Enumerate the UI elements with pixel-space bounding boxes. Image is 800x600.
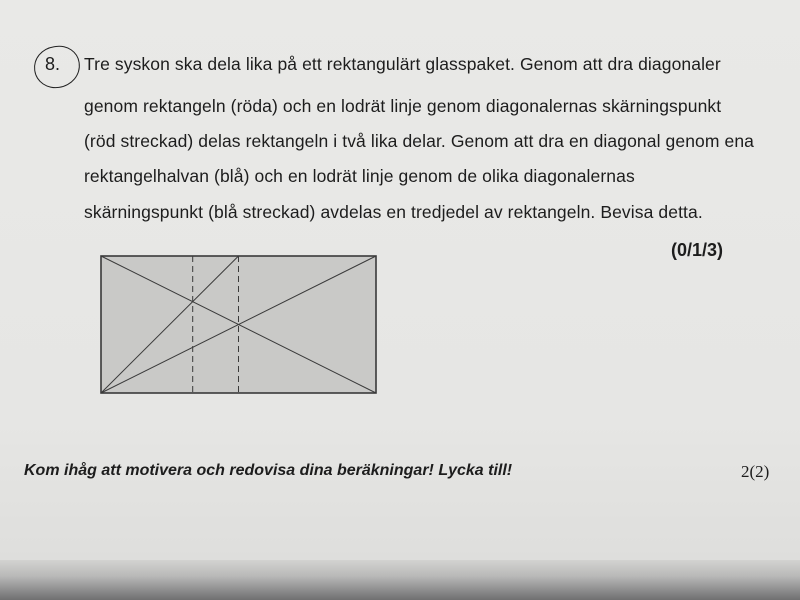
question-text-line: rektangelhalvan (blå) och en lodrät linje genom de olika diagonalernas — [84, 166, 635, 186]
question-number: 8. — [45, 54, 61, 74]
question-text-line: (röd streckad) delas rektangeln i två lika delar. Genom att dra en diagonal genom ena — [84, 131, 754, 151]
points-label: (0/1/3) — [671, 240, 724, 260]
keyboard-key-gap — [772, 560, 800, 600]
footer-note: Kom ihåg att motivera och redovisa dina beräkningar! Lycka till! — [24, 462, 513, 479]
question-text-line: skärningspunkt (blå streckad) avdelas en tredjedel av rektangeln. Bevisa detta. — [84, 202, 703, 222]
rectangle-figure — [96, 252, 382, 398]
question-text-line: Tre syskon ska dela lika på ett rektangulärt glasspaket. Genom att dra diagonaler — [84, 54, 721, 74]
page-number: 2(2) — [741, 462, 770, 481]
question-text-line: genom rektangeln (röda) och en lodrät linje genom diagonalernas skärningspunkt — [84, 96, 722, 116]
